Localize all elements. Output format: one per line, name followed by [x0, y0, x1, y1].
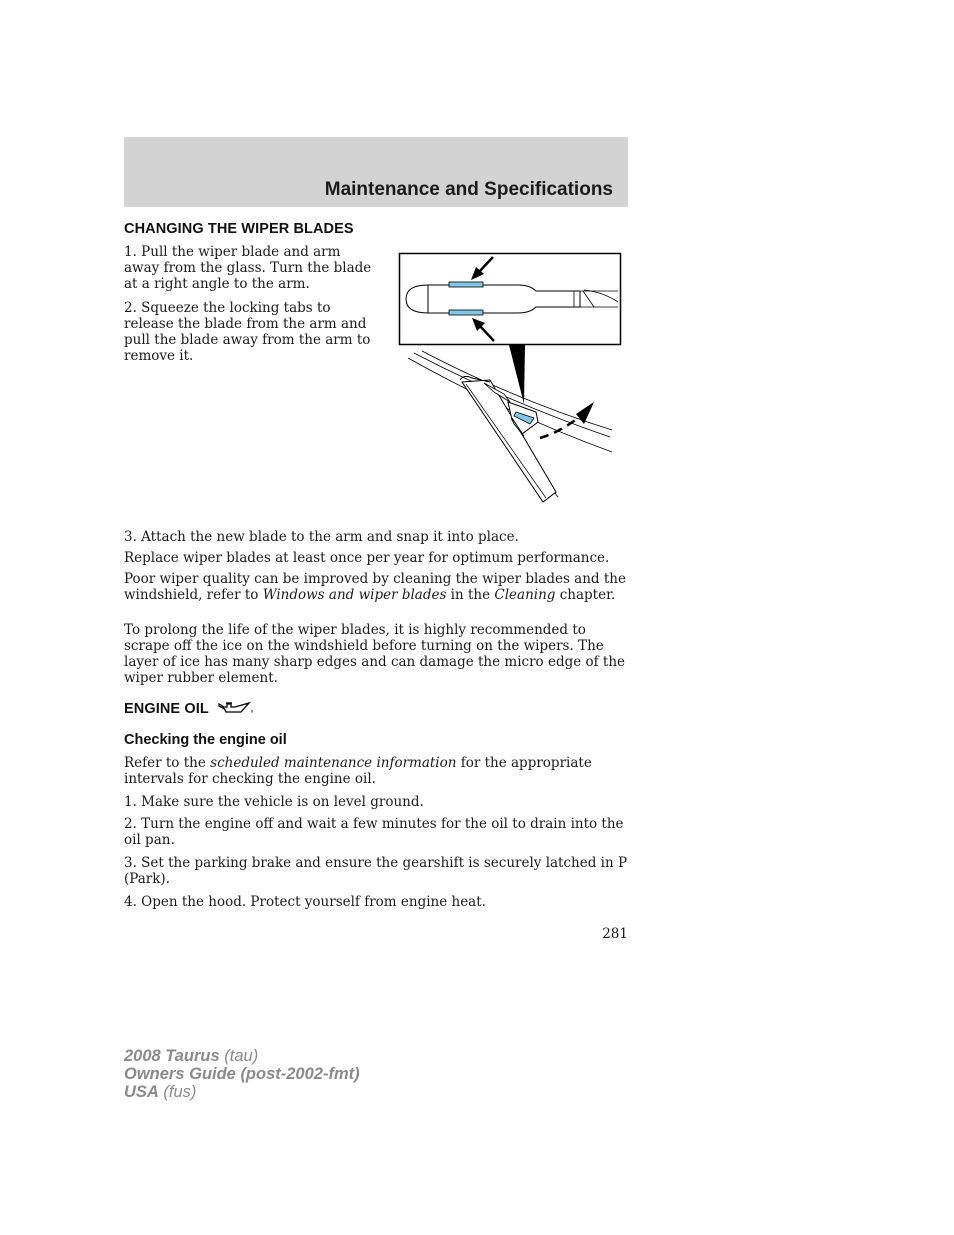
page-number: 281 [602, 926, 628, 942]
wiper-heading: CHANGING THE WIPER BLADES [124, 221, 354, 237]
oil-can-icon [217, 699, 255, 719]
ref-windows-and-wiper-blades: Windows and wiper blades [262, 587, 447, 603]
wiper-prolong-text: To prolong the life of the wiper blades, it is highly recommended to scrape off the ice on the windshield before turning on the wipers. The layer of ice has many sharp edges and can damage the micro edge of the wiper rubber element. [124, 622, 626, 686]
ref-scheduled-maintenance: scheduled maintenance information [210, 755, 457, 771]
engine-oil-step-1: 1. Make sure the vehicle is on level ground. [124, 794, 424, 810]
wiper-step-1: 1. Pull the wiper blade and arm away from the glass. Turn the blade at a right angle to the arm. [124, 244, 372, 292]
section-title: Maintenance and Specifications [324, 179, 613, 200]
engine-oil-step-2: 2. Turn the engine off and wait a few minutes for the oil to drain into the oil pan. [124, 816, 624, 848]
checking-engine-oil-subheading: Checking the engine oil [124, 732, 287, 748]
document-footer: 2008 Taurus (tau) Owners Guide (post-2002-fmt) USA (fus) [124, 1047, 360, 1101]
engine-oil-step-4: 4. Open the hood. Protect yourself from engine heat. [124, 894, 486, 910]
engine-oil-step-3: 3. Set the parking brake and ensure the gearshift is securely latched in P (Park). [124, 855, 628, 887]
wiper-poor-quality-text: Poor wiper quality can be improved by cleaning the wiper blades and the windshield, refer to Windows and wiper blades in the Cleaning chapter. [124, 571, 626, 603]
section-header-band [124, 137, 628, 207]
wiper-replace-text: Replace wiper blades at least once per year for optimum performance. [124, 550, 610, 566]
ref-cleaning: Cleaning [494, 587, 556, 603]
wiper-step-2: 2. Squeeze the locking tabs to release the blade from the arm and pull the blade away from the arm to remove it. [124, 300, 371, 364]
engine-oil-intro: Refer to the scheduled maintenance information for the appropriate intervals for checking the engine oil. [124, 755, 592, 787]
engine-oil-heading: ENGINE OIL [124, 699, 255, 719]
wiper-step-3: 3. Attach the new blade to the arm and snap it into place. [124, 529, 519, 545]
wiper-blade-removal-diagram [398, 252, 622, 508]
